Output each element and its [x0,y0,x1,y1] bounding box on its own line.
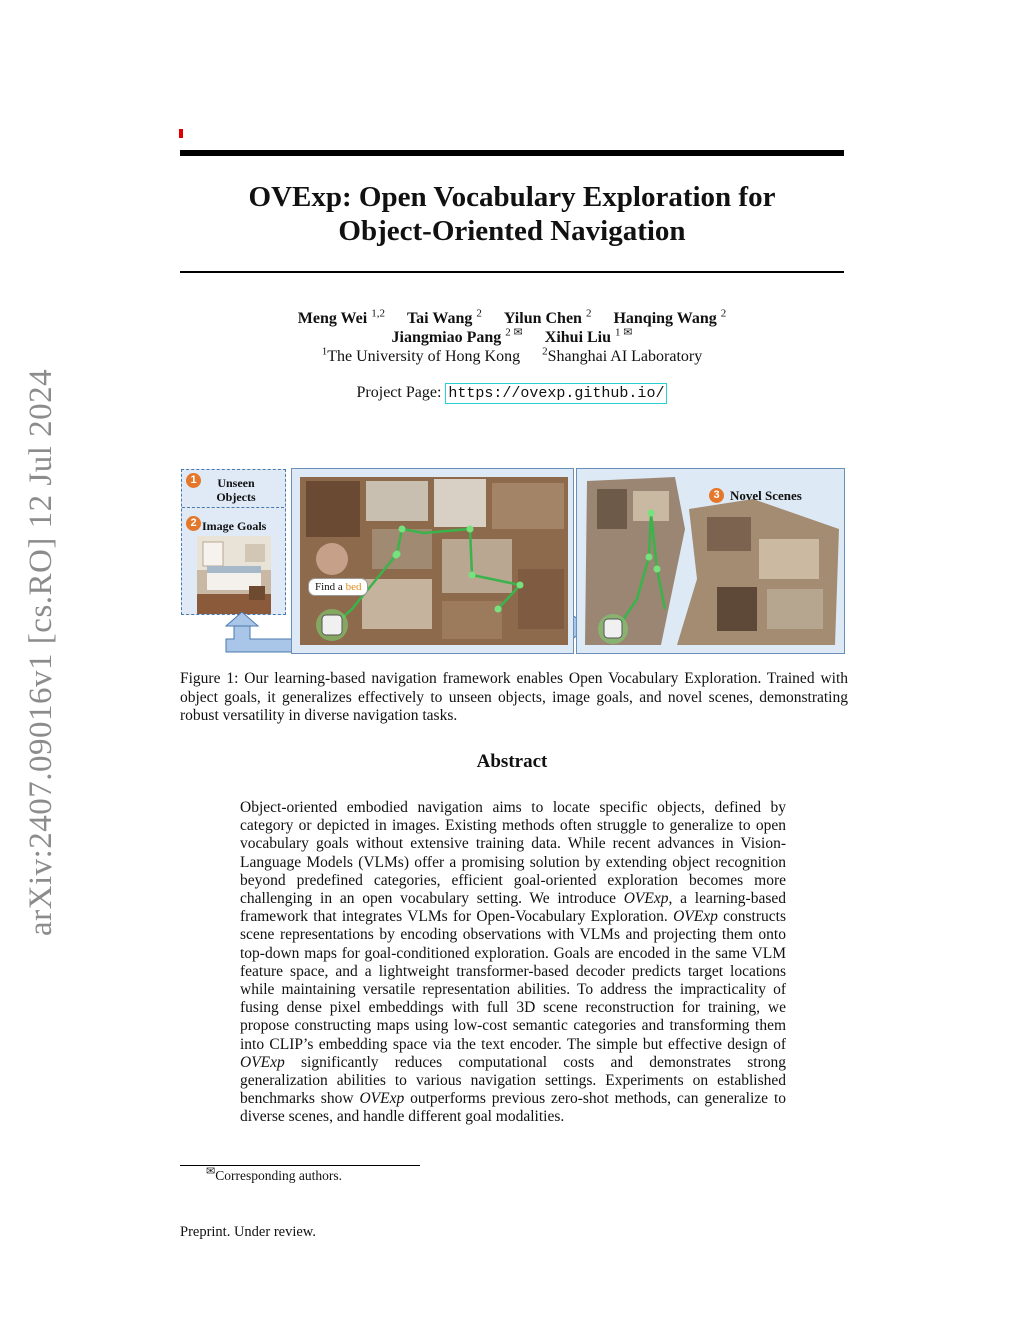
training-scene-map [291,468,574,654]
author: Xihui Liu $^{1 ✉}$ [544,326,633,346]
bedroom-goal-image [197,536,271,614]
top-rule [180,150,844,156]
arxiv-identifier: arXiv:2407.09016v1 [cs.RO] 12 Jul 2024 [23,368,59,936]
author-line-2 [180,328,844,347]
author: Meng Wei $^{1,2}$ [297,307,385,327]
author: Hanqing Wang $^2$ [613,307,727,327]
find-bed-speech-bubble: Find a bed [308,578,368,596]
figure-caption: Figure 1: Our learning-based navigation framework enables Open Vocabulary Exploration. Trained with object goals, it generalizes effectively to unseen objects, image goals, and novel scenes, demonstrating robust versatility in diverse navigation tasks. [180,670,848,724]
step-3-badge: 3 [709,488,724,503]
footnote-rule [180,1165,420,1166]
author: Jiangmiao Pang $^{2 ✉}$ [391,326,523,346]
author-line-1 [180,309,844,328]
envelope-icon: ✉ [206,1165,216,1178]
project-page [180,384,844,402]
abstract-text: Object-oriented embodied navigation aims to locate specific objects, defined by category or depicted in images. Existing methods often struggle to generalize to open vocabulary goals without extensive training data. While recent advances in Vision-Language Models (VLMs) offer a promising solution by extending object recognition beyond predefined categories, efficient goal-oriented exploration becomes more challenging in an open vocabulary setting. We introduce OVExp, a learning-based framework that integrates VLMs for Open-Vocabulary Exploration. OVExp constructs scene representations by encoding observations with VLMs and projecting them onto top-down maps for goal-conditioned exploration. Goals are encoded in the same VLM feature space, and a lightweight transformer-based decoder predicts target locations while maintaining versatile representation abilities. To address the impracticality of fusing dense pixel embeddings with full 3D scene reconstruction for training, we propose constructing maps using low-cost semantic categories and transforming them into CLIP’s embedding space via the text encoder. The simple but effective design of OVExp significantly reduces computational costs and demonstrates strong generalization abilities to various navigation settings. Experiments on established benchmarks show OVExp outperforms previous zero-shot methods, can generalize to diverse scenes, and handle different goal modalities. [240,799,786,1126]
step-1-badge: 1 [186,473,201,488]
project-link[interactable]: https://ovexp.github.io/ [445,383,667,404]
step-2-badge: 2 [186,516,201,531]
affiliation: $^1$The University of Hong Kong [321,345,521,365]
panel-divider [182,507,284,508]
image-goals-label: Image Goals [202,519,267,533]
project-label: Project Page: [356,384,442,401]
abstract-heading: Abstract [476,751,548,772]
footnote: ✉Corresponding authors. [206,1165,342,1183]
red-marker [179,129,183,138]
unseen-objects-label: Unseen Objects [216,476,256,504]
title-rule [180,271,844,273]
goal-modalities-panel [181,469,286,615]
affiliations [180,347,844,366]
preprint-note: Preprint. Under review. [180,1224,316,1240]
author: Yilun Chen $^2$ [503,307,592,327]
novel-scene-map [576,468,845,654]
novel-scenes-label: Novel Scenes [730,488,802,503]
author: Tai Wang $^2$ [406,307,482,327]
topdown-floorplan [292,469,573,653]
title-line-1: OVExp: Open Vocabulary Exploration for [248,181,776,213]
title-line-2: Object-Oriented Navigation [338,215,686,247]
affiliation: $^2$Shanghai AI Laboratory [542,345,703,365]
paper-title [180,180,844,248]
